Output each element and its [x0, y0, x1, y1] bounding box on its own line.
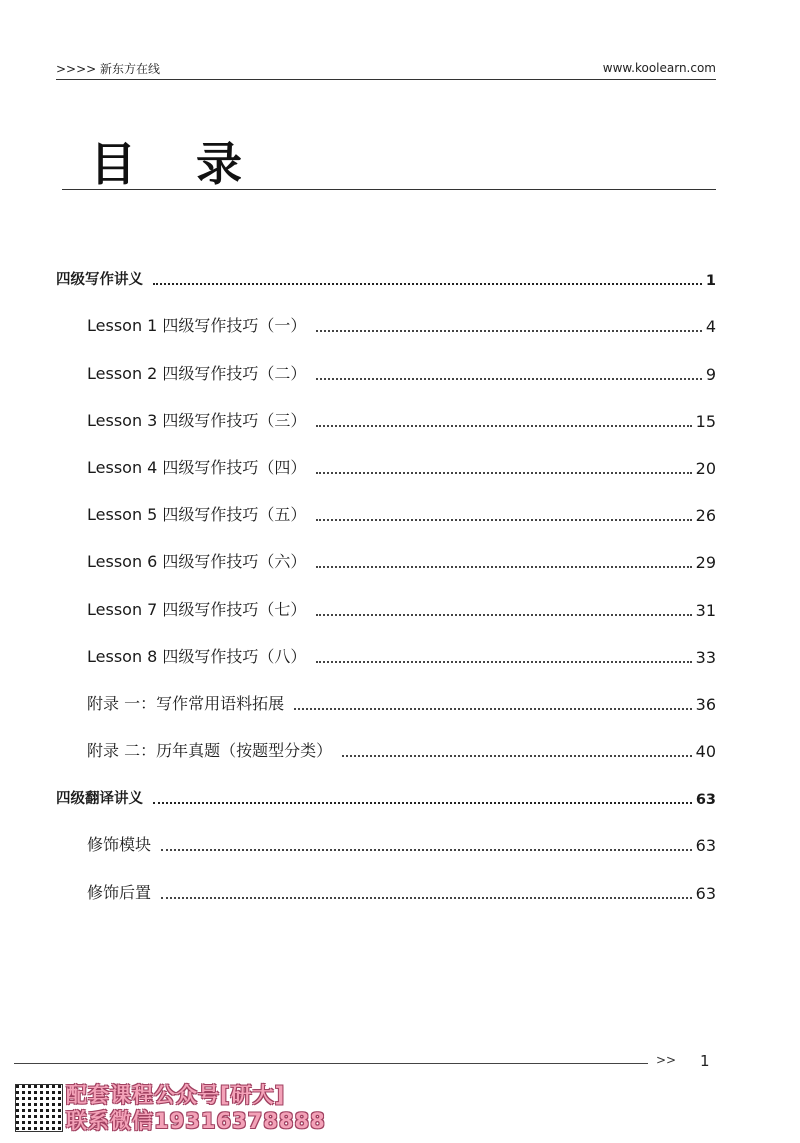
toc-dot-leader: [294, 707, 692, 710]
toc-entry[interactable]: [56, 857, 716, 904]
toc-entry-label: Lesson 2 四级写作技巧（二）: [87, 363, 307, 383]
toc-page-number: 26: [695, 506, 716, 526]
toc-page-number: 9: [705, 364, 716, 384]
page-header: [56, 58, 716, 78]
toc-entry-label: Lesson 8 四级写作技巧（八）: [87, 646, 307, 666]
toc-entry-label: 附录 二：历年真题（按题型分类）: [87, 741, 333, 761]
toc-entry[interactable]: [56, 669, 716, 716]
toc-entry-label: Lesson 4 四级写作技巧（四）: [87, 457, 307, 477]
header-divider: [56, 79, 716, 80]
toc-entry-label: Lesson 1 四级写作技巧（一）: [87, 316, 307, 336]
toc-entry-label: 附录 一：写作常用语料拓展: [87, 693, 285, 713]
toc-page-number: 29: [695, 553, 716, 573]
toc-page-number: 20: [695, 458, 716, 478]
footer-page-number: 1: [700, 1052, 710, 1070]
toc-dot-leader: [153, 282, 702, 285]
toc-dot-leader: [316, 424, 691, 427]
toc-page-number: 15: [695, 411, 716, 431]
toc-entry-label: Lesson 7 四级写作技巧（七）: [87, 599, 307, 619]
toc-entry-label: Lesson 5 四级写作技巧（五）: [87, 505, 307, 525]
footer-divider: [14, 1063, 648, 1064]
toc-entry-label: 四级翻译讲义: [56, 791, 143, 808]
toc-page-number: 63: [695, 883, 716, 903]
toc-page-number: 1: [705, 273, 716, 290]
toc-entry[interactable]: [56, 338, 716, 385]
page-title: 目 录: [90, 137, 265, 191]
promo-line-1: 配套课程公众号[研大]: [66, 1083, 286, 1107]
toc-dot-leader: [316, 660, 691, 663]
header-brand: >>>> 新东方在线: [56, 61, 161, 76]
table-of-contents: [56, 244, 716, 905]
toc-section-entry[interactable]: [56, 763, 716, 810]
toc-entry-label: 四级写作讲义: [56, 272, 143, 289]
toc-entry[interactable]: [56, 291, 716, 338]
toc-dot-leader: [161, 896, 692, 899]
toc-entry-label: Lesson 3 四级写作技巧（三）: [87, 410, 307, 430]
toc-page-number: 40: [695, 742, 716, 762]
toc-dot-leader: [153, 801, 692, 804]
title-divider: [62, 189, 716, 190]
toc-entry[interactable]: [56, 810, 716, 857]
footer-arrow: >>: [656, 1053, 677, 1067]
promo-line-2: 联系微信19316378888: [66, 1109, 326, 1133]
toc-dot-leader: [316, 329, 701, 332]
toc-entry[interactable]: [56, 622, 716, 669]
toc-dot-leader: [161, 848, 692, 851]
toc-page-number: 31: [695, 600, 716, 620]
toc-entry-label: Lesson 6 四级写作技巧（六）: [87, 552, 307, 572]
toc-section-entry[interactable]: [56, 244, 716, 291]
toc-dot-leader: [316, 377, 701, 380]
toc-entry-label: 修饰后置: [87, 882, 152, 902]
toc-entry[interactable]: [56, 574, 716, 621]
toc-dot-leader: [342, 754, 692, 757]
qr-code-icon: [16, 1085, 62, 1131]
toc-dot-leader: [316, 613, 691, 616]
toc-page-number: 36: [695, 694, 716, 714]
promo-watermark: [66, 1082, 326, 1134]
toc-page-number: 4: [705, 317, 716, 337]
header-url[interactable]: www.koolearn.com: [602, 61, 716, 75]
toc-entry-label: 修饰模块: [87, 835, 152, 855]
toc-entry[interactable]: [56, 527, 716, 574]
toc-dot-leader: [316, 471, 691, 474]
toc-page-number: 33: [695, 647, 716, 667]
toc-entry[interactable]: [56, 480, 716, 527]
toc-dot-leader: [316, 518, 691, 521]
toc-entry[interactable]: [56, 386, 716, 433]
toc-page-number: 63: [695, 836, 716, 856]
toc-entry[interactable]: [56, 716, 716, 763]
toc-page-number: 63: [695, 792, 716, 809]
toc-entry[interactable]: [56, 433, 716, 480]
toc-dot-leader: [316, 565, 691, 568]
